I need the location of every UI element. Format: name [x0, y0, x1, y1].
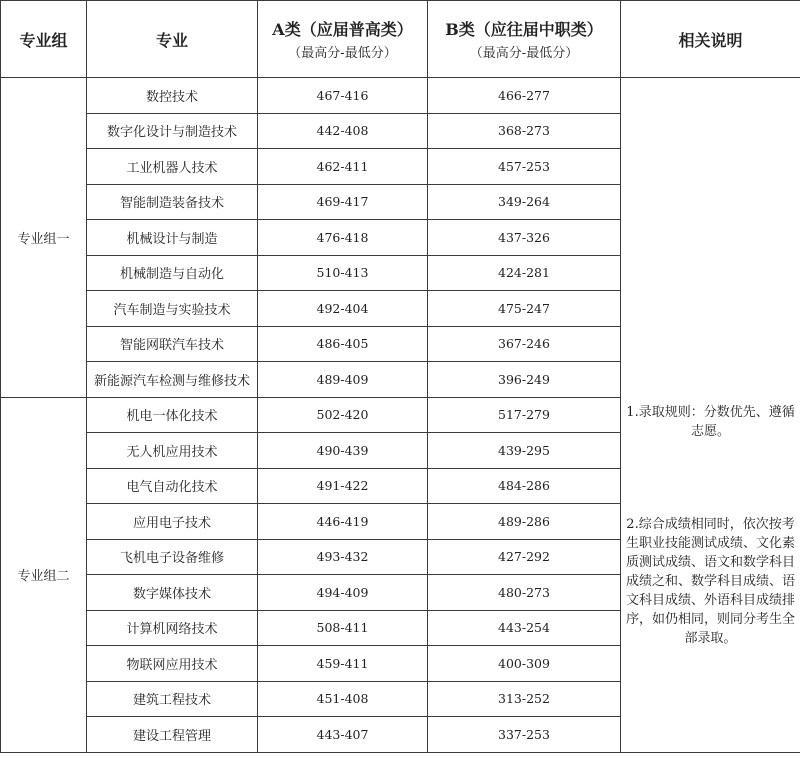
major-name-cell: 汽车制造与实验技术: [87, 291, 258, 327]
note-admission-rule: 1.录取规则：分数优先、遵循志愿。: [626, 405, 795, 440]
header-major: 专业: [87, 1, 258, 78]
category-b-score-cell: 439-295: [428, 433, 621, 469]
category-b-score-cell: 517-279: [428, 397, 621, 433]
header-group: 专业组: [1, 1, 87, 78]
category-a-score-cell: 491-422: [258, 468, 428, 504]
major-name-cell: 机电一体化技术: [87, 397, 258, 433]
category-b-score-cell: 427-292: [428, 539, 621, 575]
major-name-cell: 物联网应用技术: [87, 646, 258, 682]
category-b-score-cell: 313-252: [428, 681, 621, 717]
header-category-b: [428, 1, 621, 78]
note-tie-break-rule: 2.综合成绩相同时，依次按考生职业技能测试成绩、文化素质测试成绩、语文和数学科目成绩之和、数学科目成绩、语文科目成绩、外语科目成绩排序，如仍相同，则同分考生全部录取。: [625, 517, 795, 647]
category-a-score-cell: 459-411: [258, 646, 428, 682]
category-a-score-cell: 502-420: [258, 397, 428, 433]
category-b-score-cell: 396-249: [428, 362, 621, 398]
category-b-score-cell: 480-273: [428, 575, 621, 611]
major-name-cell: 机械设计与制造: [87, 220, 258, 256]
major-name-cell: 电气自动化技术: [87, 468, 258, 504]
category-a-score-cell: 490-439: [258, 433, 428, 469]
category-a-score-cell: 494-409: [258, 575, 428, 611]
major-name-cell: 数控技术: [87, 78, 258, 114]
category-a-score-cell: 508-411: [258, 610, 428, 646]
category-b-score-cell: 337-253: [428, 717, 621, 753]
category-b-score-cell: 424-281: [428, 255, 621, 291]
category-a-score-cell: 476-418: [258, 220, 428, 256]
major-name-cell: 建设工程管理: [87, 717, 258, 753]
category-a-score-cell: 510-413: [258, 255, 428, 291]
category-a-score-cell: 486-405: [258, 326, 428, 362]
major-name-cell: 无人机应用技术: [87, 433, 258, 469]
category-a-score-cell: 462-411: [258, 149, 428, 185]
category-a-score-cell: 442-408: [258, 113, 428, 149]
category-a-score-cell: 446-419: [258, 504, 428, 540]
major-name-cell: 智能制造装备技术: [87, 184, 258, 220]
category-b-score-cell: 400-309: [428, 646, 621, 682]
category-b-score-cell: 484-286: [428, 468, 621, 504]
major-name-cell: 新能源汽车检测与维修技术: [87, 362, 258, 398]
category-b-score-cell: 443-254: [428, 610, 621, 646]
category-a-score-cell: 493-432: [258, 539, 428, 575]
table-body: [1, 78, 800, 753]
header-category-a-title: A类（应届普高类）: [272, 20, 413, 39]
header-notes: 相关说明: [621, 1, 800, 78]
table-row: [1, 78, 800, 114]
header-category-b-title: B类（应往届中职类）: [445, 20, 603, 39]
category-b-score-cell: 457-253: [428, 149, 621, 185]
major-name-cell: 工业机器人技术: [87, 149, 258, 185]
major-name-cell: 数字媒体技术: [87, 575, 258, 611]
category-b-score-cell: 367-246: [428, 326, 621, 362]
header-category-b-sub: （最高分-最低分）: [469, 46, 579, 61]
category-a-score-cell: 451-408: [258, 681, 428, 717]
category-a-score-cell: 492-404: [258, 291, 428, 327]
category-b-score-cell: 489-286: [428, 504, 621, 540]
category-a-score-cell: 469-417: [258, 184, 428, 220]
group-name-cell: 专业组二: [1, 397, 87, 752]
table-header-row: [1, 1, 800, 78]
major-name-cell: 建筑工程技术: [87, 681, 258, 717]
major-name-cell: 应用电子技术: [87, 504, 258, 540]
major-name-cell: 数字化设计与制造技术: [87, 113, 258, 149]
major-name-cell: 智能网联汽车技术: [87, 326, 258, 362]
group-name-cell: 专业组一: [1, 78, 87, 398]
category-b-score-cell: 349-264: [428, 184, 621, 220]
category-b-score-cell: 475-247: [428, 291, 621, 327]
category-b-score-cell: 368-273: [428, 113, 621, 149]
category-b-score-cell: 437-326: [428, 220, 621, 256]
notes-cell: [621, 78, 800, 753]
header-category-a-sub: （最高分-最低分）: [288, 46, 397, 61]
category-b-score-cell: 466-277: [428, 78, 621, 114]
category-a-score-cell: 467-416: [258, 78, 428, 114]
category-a-score-cell: 443-407: [258, 717, 428, 753]
major-name-cell: 飞机电子设备维修: [87, 539, 258, 575]
category-a-score-cell: 489-409: [258, 362, 428, 398]
major-name-cell: 机械制造与自动化: [87, 255, 258, 291]
header-category-a: [258, 1, 428, 78]
major-name-cell: 计算机网络技术: [87, 610, 258, 646]
